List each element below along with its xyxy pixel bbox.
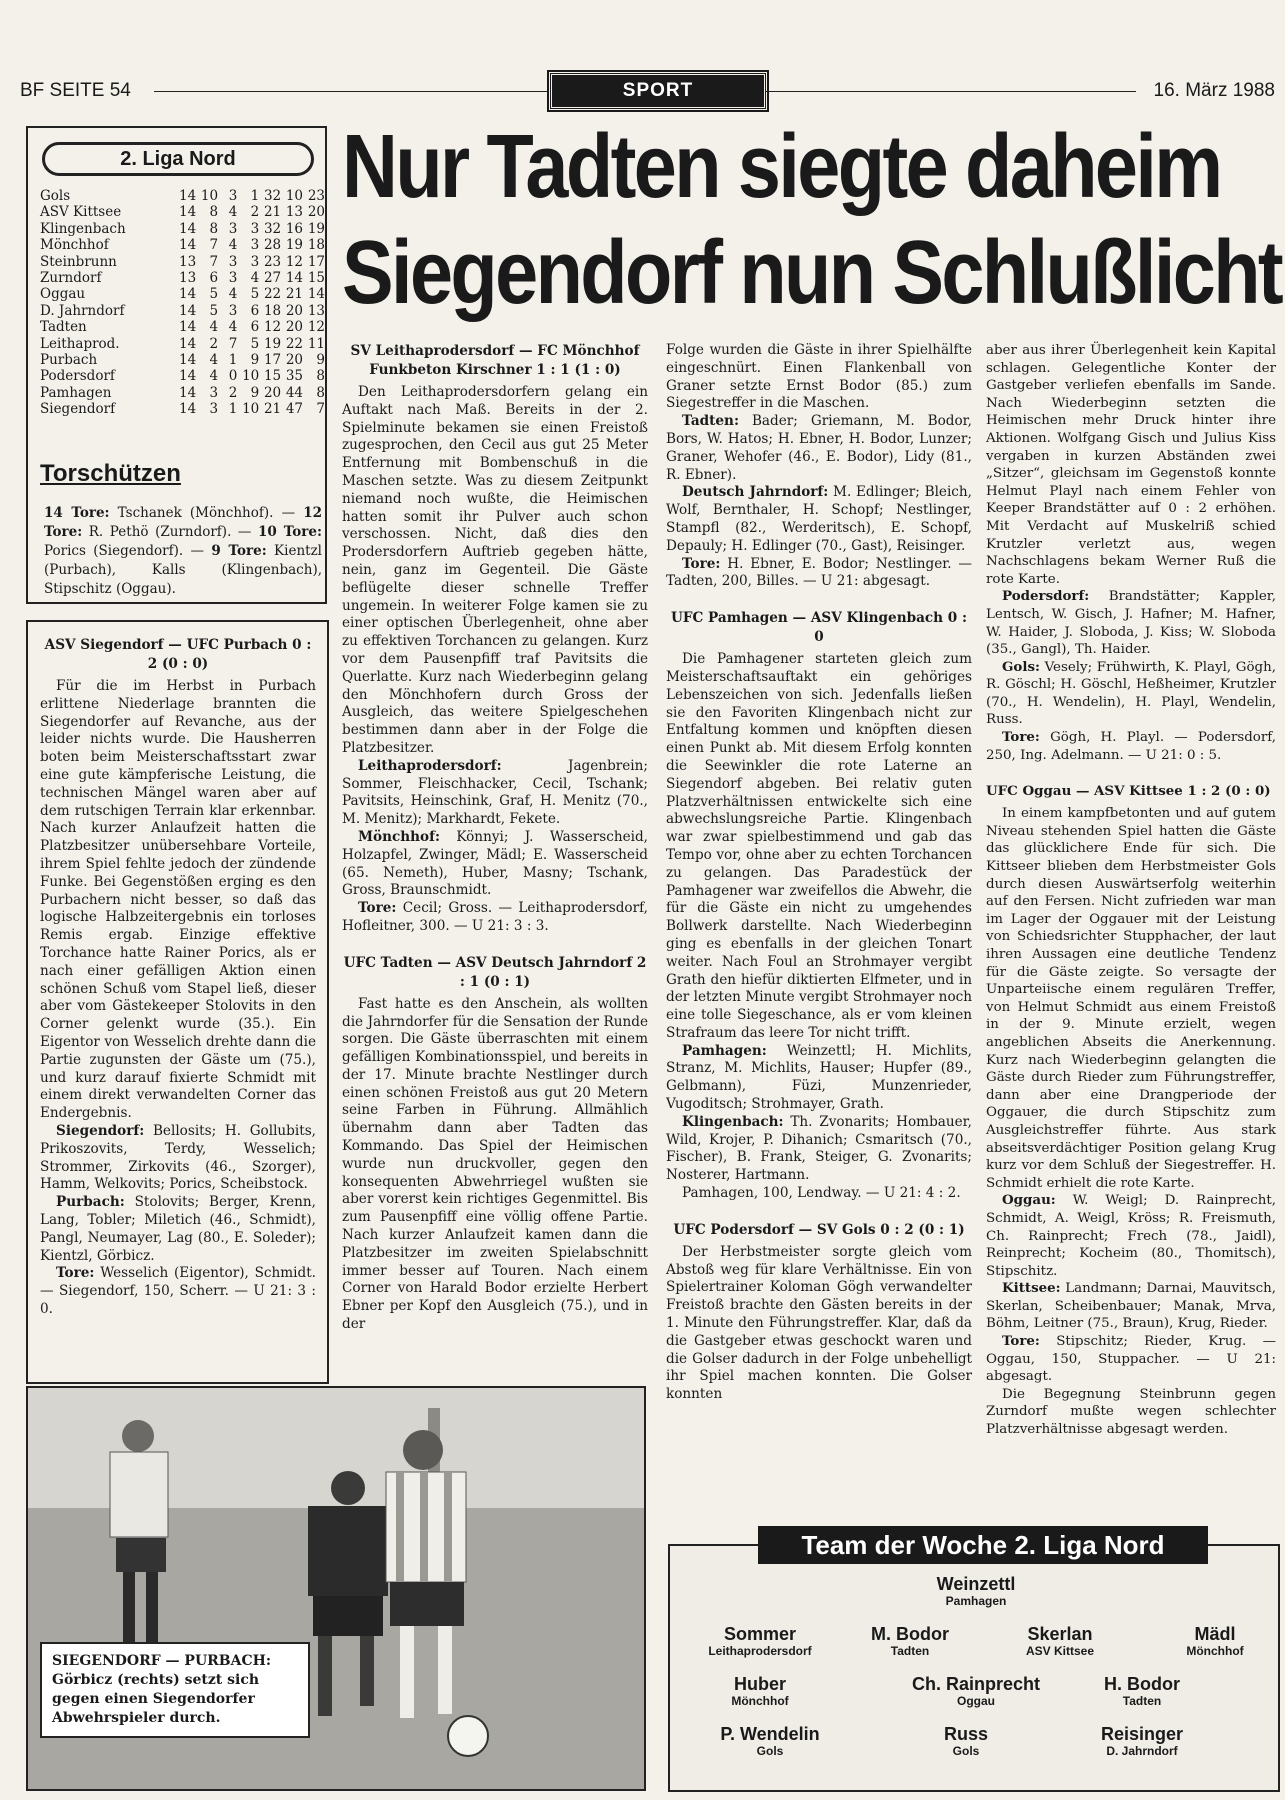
- lineup-text: Gögh, H. Playl. — Podersdorf, 250, Ing. Adelmann. — U 21: 0 : 5.: [986, 730, 1276, 763]
- stat-l: 6: [250, 302, 260, 319]
- team-player: [1160, 1624, 1270, 1658]
- stat-d: 3: [228, 188, 238, 204]
- stat-gf: 21: [263, 204, 282, 221]
- lineup-text: Weinzettl; H. Michlits, Stranz, M. Michlits, Hauser; Hupfer (89., Gelbmann), Füzi, Munzenrieder, Vugoditsch; Strohmayer, Grath.: [666, 1042, 972, 1113]
- table-row: [40, 352, 325, 368]
- stat-p: 18: [307, 237, 325, 254]
- stat-ga: 20: [285, 352, 304, 369]
- stat-l: 4: [250, 270, 260, 287]
- stat-s: 14: [179, 384, 197, 401]
- lineup-text: Pamhagen, 100, Lendway. — U 21: 4 : 2.: [682, 1185, 961, 1202]
- team-of-the-week: [668, 1530, 1280, 1792]
- stat-p: 8: [316, 384, 325, 401]
- match-report: Der Herbstmeister sorgte gleich vom Abstoß weg für klare Verhältnisse. Ein von Spielertrainer Koloman Gögh verwandelter Freistoß brachte den Gästen bereits in der 1. Minute den Führungstreffer. Klar, daß da die Gastgeber etwas geschockt waren und die Golser dadurch in der Folge unbehelligt ihr Spiel machen konnten. Die Golser konnten: [666, 1243, 972, 1403]
- stat-s: 14: [179, 286, 197, 303]
- scorers-heading: Torschützen: [40, 460, 181, 487]
- stat-d: 1: [228, 352, 238, 369]
- lineup-label: Podersdorf:: [1002, 588, 1090, 605]
- stat-l: 2: [250, 204, 260, 221]
- lineup-label: Siegendorf:: [56, 1122, 145, 1139]
- team-name: Tadten: [40, 319, 87, 336]
- lineup-label: Pamhagen:: [682, 1042, 767, 1059]
- team-player: [1082, 1674, 1202, 1708]
- stat-p: 7: [316, 401, 325, 418]
- stat-ga: 44: [285, 384, 304, 401]
- stat-ga: 35: [285, 368, 304, 385]
- scorers-label: 12 Tore:: [44, 505, 322, 540]
- lineup: [40, 1265, 316, 1318]
- team-player: [850, 1624, 970, 1658]
- stat-p: 8: [316, 368, 325, 385]
- header-rule-right: [766, 91, 1136, 92]
- player-club: Pamhagen: [945, 1594, 1007, 1608]
- player-club: Leithaprodersdorf: [708, 1644, 812, 1658]
- stat-ga: 12: [285, 253, 304, 270]
- lineup-label: Tore:: [1002, 1333, 1040, 1350]
- team-player: [700, 1674, 820, 1708]
- stat-s: 13: [179, 253, 197, 270]
- stat-l: 5: [250, 286, 260, 303]
- stat-ga: 20: [285, 302, 304, 319]
- match-heading: UFC Oggau — ASV Kittsee 1 : 2 (0 : 0): [986, 783, 1271, 800]
- team-player: [1000, 1624, 1120, 1658]
- stat-l: 9: [250, 384, 260, 401]
- lineup-text: Brandstätter; Kappler, Lentsch, W. Gisch, J. Hafner; M. Hafner, W. Haider, J. Sloboda, J. Kiss; W. Sloboda (35., Gangl), Th. Haider.: [986, 589, 1276, 658]
- scorers-label: 9 Tore:: [211, 543, 267, 559]
- match-heading: ASV Siegendorf — UFC Purbach 0 : 2 (0 : 0): [44, 637, 312, 672]
- stat-ga: 14: [285, 270, 304, 287]
- stat-gf: 27: [263, 270, 282, 287]
- match-report: Folge wurden die Gäste in ihrer Spielhälfte eingeschnürt. Einen Flankenball von Graner setzte Ernst Bodor (85.) zum Siegestreffer in die Maschen.: [666, 342, 972, 412]
- team-player: [700, 1724, 840, 1758]
- stat-ga: 10: [285, 188, 304, 204]
- column-3: [666, 342, 972, 1404]
- table-row: [40, 336, 325, 352]
- league-table: [40, 188, 325, 418]
- lineup: [986, 1192, 1276, 1280]
- lineup: [342, 758, 648, 829]
- lineup-text: W. Weigl; D. Rainprecht, Schmidt, A. Weigl, Kröss; R. Freismuth, Ch. Rainprecht; Frech (78., Jaidl), Reinprecht; Kocheim (80., Thomitsch), Stipschitz.: [986, 1193, 1276, 1279]
- stat-s: 14: [179, 319, 197, 336]
- player-club: ASV Kittsee: [1025, 1644, 1095, 1658]
- team-player: [680, 1624, 840, 1658]
- stat-w: 8: [209, 204, 219, 221]
- lineup-label: Gols:: [1002, 658, 1040, 675]
- stat-s: 14: [179, 302, 197, 319]
- stat-w: 4: [209, 368, 219, 385]
- stat-d: 4: [228, 319, 238, 336]
- column-4: [986, 342, 1276, 1439]
- stat-p: 20: [307, 204, 325, 221]
- match-heading: SV Leithaprodersdorf — FC Mönchhof Funkbeton Kirschner 1 : 1 (1 : 0): [350, 343, 640, 378]
- stat-ga: 22: [285, 335, 304, 352]
- player-club: Gols: [952, 1744, 980, 1758]
- stat-w: 3: [209, 401, 219, 418]
- lineup-text: Wesselich (Eigentor), Schmidt. — Siegendorf, 150, Scherr. — U 21: 3 : 0.: [40, 1265, 316, 1317]
- lineup-text: Th. Zvonarits; Hombauer, Wild, Krojer, P. Dihanich; Csmaritsch (70., Fischer), B. Frank, Steiger, G. Zvonarits; Nosterer, Hartmann.: [666, 1113, 972, 1184]
- scorers-text: Kientzl (Purbach), Kalls (Klingenbach), Stipschitz (Oggau).: [44, 543, 323, 597]
- lineup-label: Tore:: [358, 900, 397, 917]
- team-name: D. Jahrndorf: [40, 302, 125, 319]
- lineup-text: Jagenbrein; Sommer, Fleischhacker, Cecil, Tschank; Pavitsits, Heinschink, Graf, H. Menitz (70., M. Menitz); Markhardt, Fekete.: [342, 757, 648, 828]
- lineup: [986, 588, 1276, 658]
- stat-d: 4: [228, 286, 238, 303]
- lineup-text: Bader; Griemann, M. Bodor, Bors, W. Hatos; H. Ebner, H. Bodor, Lunzer; Graner, Wehofer (46., E. Bodor), Lidy (81., R. Ebner).: [666, 413, 972, 483]
- table-row: [40, 270, 325, 286]
- lineup: [342, 900, 648, 936]
- lineup-label: Leithaprodersdorf:: [358, 757, 502, 774]
- player-name: P. Wendelin: [720, 1724, 820, 1744]
- spacer: [986, 764, 1276, 782]
- lineup: [666, 413, 972, 484]
- column-1: [40, 636, 316, 1319]
- headline-line-2: Siegendorf nun Schlußlicht: [342, 223, 1282, 323]
- lineup: [666, 1185, 972, 1203]
- lineup: [986, 659, 1276, 729]
- team-name: Podersdorf: [40, 368, 115, 385]
- stat-p: 13: [307, 302, 325, 319]
- lineup-text: Landmann; Darnai, Mauvitsch, Skerlan, Scheibenbauer; Manak, Mrva, Böhm, Leitner (75., Braun), Krug, Rieder.: [986, 1281, 1276, 1332]
- scorers-label: 14 Tore:: [44, 505, 110, 521]
- table-row: [40, 254, 325, 270]
- scorers-text: Tschanek (Mönchhof). —: [109, 505, 304, 521]
- stat-p: 17: [307, 253, 325, 270]
- match-heading: UFC Pamhagen — ASV Klingenbach 0 : 0: [670, 610, 968, 646]
- stat-l: 3: [250, 220, 260, 237]
- stat-s: 14: [179, 220, 197, 237]
- stat-w: 7: [209, 237, 219, 254]
- player-name: Reisinger: [1100, 1724, 1184, 1744]
- table-row: [40, 385, 325, 401]
- player-club: Mönchhof: [1186, 1644, 1244, 1658]
- league-table-box: [26, 126, 327, 604]
- player-name: Sommer: [723, 1624, 797, 1644]
- player-club: Mönchhof: [731, 1694, 789, 1708]
- lineup-text: H. Ebner, E. Bodor; Nestlinger. — Tadten, 200, Billes. — U 21: abgesagt.: [666, 555, 972, 590]
- team-name: Zurndorf: [40, 270, 102, 287]
- team-player: [1082, 1724, 1202, 1758]
- scorers-list: [44, 504, 322, 599]
- football: [448, 1716, 488, 1756]
- lineup-text: Stolovits; Berger, Krenn, Lang, Tobler; Miletich (46., Schmidt), Pangl, Neumayer, Lag (80., E. Soleder); Kientzl, Görbicz.: [40, 1194, 316, 1264]
- stat-p: 12: [307, 319, 325, 336]
- lineup: [666, 556, 972, 592]
- stat-d: 0: [228, 368, 238, 385]
- stat-d: 3: [228, 270, 238, 287]
- stat-s: 14: [179, 188, 197, 204]
- match-report: Den Leithaprodersdorfern gelang ein Auftakt nach Maß. Bereits in der 2. Spielminute bekamen sie einen Freistoß zugesprochen, den Cecil aus gut 25 Meter Entfernung mit Bombenschuß in die Maschen setzte. Was zu diesem Zeitpunkt niemand noch wußte, die Heimischen hatten somit ihr Pulver auch schon verschossen. Nicht, daß dies den Prodersdorfern Auftrieb gegeben hätte, nein, ganz im Gegenteil. Die Gäste beflügelte dieser schnelle Treffer ungemein. In weiterer Folge kamen sie zu einer optischen Überlegenheit, ohne aber zu effektiven Torchancen zu gelangen. Kurz vor dem Pausenpfiff traf Pavitsits die Querlatte. Kurz nach Wiederbeginn gelang den Mönchhofern durch Gross der Ausgleich, das weitere Spielgeschehen bestimmen dann aber in der Folge die Platzbesitzer.: [342, 384, 648, 756]
- stat-w: 4: [209, 319, 219, 336]
- lineup-label: Tadten:: [682, 413, 739, 430]
- stat-s: 14: [179, 401, 197, 418]
- stat-w: 4: [209, 352, 219, 369]
- section-label: SPORT: [549, 72, 767, 110]
- stat-s: 14: [179, 204, 197, 221]
- caption-title: SIEGENDORF — PURBACH:: [52, 1653, 272, 1669]
- player-club: Tadten: [1122, 1694, 1162, 1708]
- match-heading: UFC Tadten — ASV Deutsch Jahrndorf 2 : 1 (0 : 1): [343, 954, 647, 990]
- stat-ga: 13: [285, 204, 304, 221]
- player-club: Gols: [756, 1744, 784, 1758]
- match-report: Fast hatte es den Anschein, als wollten die Jahrndorfer für die Sensation der Runde sorgen. Die Gäste überraschten mit einem gefälligen Kombinationsspiel, und bereits in der 17. Minute brachte Nestlinger durch einen schönen Freistoß aus gut 20 Metern seine Farben in Führung. Allmählich übernahm dann aber Tadten das Kommando. Das Spiel der Heimischen wurde nun druckvoller, gegen den konsequenten Abwehrriegel wußten sie aber vorerst kein richtiges Gegenmittel. Bis zum Pausenpfiff eine völlig offene Partie. Nach kurzer Anlaufzeit kamen dann die Platzbesitzer im zweiten Spielabschnitt immer besser auf Touren. Nach einem Corner von Harald Bodor erzielte Herbert Ebner per Kopf den Ausgleich (75.), und in der: [342, 995, 648, 1333]
- stat-gf: 22: [263, 286, 282, 303]
- stat-ga: 47: [285, 401, 304, 418]
- stat-w: 3: [209, 384, 219, 401]
- lineup: [986, 1280, 1276, 1333]
- header-rule-left: [154, 91, 549, 92]
- stat-p: 19: [307, 220, 325, 237]
- stat-gf: 12: [263, 319, 282, 336]
- stat-d: 3: [228, 253, 238, 270]
- match-heading: UFC Podersdorf — SV Gols 0 : 2 (0 : 1): [673, 1221, 965, 1238]
- stat-p: 9: [316, 352, 325, 369]
- stat-s: 14: [179, 237, 197, 254]
- issue-date: 16. März 1988: [1153, 80, 1275, 101]
- match-report: Für die im Herbst in Purbach erlittene Niederlage brannten die Siegendorfer auf Revanche, aus der leider nichts wurde. Die Hausherren boten beim Meisterschaftsstart zwar eine gute kämpferische Leistung, die technischen Mängel waren aber auf dem rutschigen Terrain klar erkennbar. Nach kurzer Anlaufzeit hatten die Platzbesitzer unübersehbare Vorteile, ihrem Spiel fehlte jedoch der zündende Funke. Bei Gegenstößen erging es den Purbachern nicht besser, so daß das logische Halbzeitergebnis ein torloses Remis ergab. Einzige effektive Torchance hatte Rainer Porics, als er nach einer gefälligen Aktion einen schönen Schuß vom Stapel ließ, dieser aber vom Gästekeeper Stolovits in den Corner gelenkt wurde (35.). Ein Eigentor von Wesselich drehte dann die Partie zugunsten der Gäste um (75.), und kurz darauf fixierte Schmidt mit einem direkt verwandelten Corner das Endergebnis.: [40, 678, 316, 1122]
- stat-gf: 19: [263, 335, 282, 352]
- lineup-text: Könnyi; J. Wasserscheid, Holzapfel, Zwinger, Mädl; E. Wasserscheid (65. Nemeth), Huber, Masny; Tschank, Gross, Braunschmidt.: [342, 828, 648, 899]
- spacer: [342, 936, 648, 954]
- player-name: Russ: [943, 1724, 988, 1744]
- player-club: D. Jahrndorf: [1106, 1744, 1178, 1758]
- team-name: Pamhagen: [40, 384, 112, 401]
- stat-gf: 28: [263, 237, 282, 254]
- headline-line-1: Nur Tadten siegte daheim: [342, 117, 1221, 217]
- team-name: ASV Kittsee: [40, 204, 122, 221]
- stat-ga: 19: [285, 237, 304, 254]
- lineup: [666, 484, 972, 555]
- lineup: [986, 1333, 1276, 1386]
- table-row: [40, 204, 325, 220]
- stat-s: 14: [179, 352, 197, 369]
- lineup: [986, 729, 1276, 764]
- team-name: Leithaprod.: [40, 335, 120, 352]
- table-row: [40, 401, 325, 417]
- player-name: H. Bodor: [1104, 1674, 1180, 1694]
- lineup-text: M. Edlinger; Bleich, Wolf, Bernthaler, H. Schopf; Nestlinger, Stampfl (82., Werderitsch), E. Schopf, Depauly; H. Edlinger (70., Gast), Reisinger.: [666, 484, 972, 554]
- team-of-the-week-title: Team der Woche 2. Liga Nord: [758, 1526, 1208, 1564]
- stat-p: 14: [307, 286, 325, 303]
- lineup: [666, 1114, 972, 1185]
- stat-p: 15: [307, 270, 325, 287]
- player-name: Weinzettl: [936, 1574, 1016, 1594]
- scorers-text: R. Pethö (Zurndorf). —: [82, 524, 259, 540]
- notice: Die Begegnung Steinbrunn gegen Zurndorf mußte wegen schlechter Platzverhältnisse abgesagt werden.: [986, 1386, 1276, 1438]
- lineup: [40, 1194, 316, 1265]
- team-name: Siegendorf: [40, 401, 116, 418]
- stat-d: 7: [228, 335, 238, 352]
- lineup-label: Mönchhof:: [358, 828, 440, 845]
- lineup-text: Cecil; Gross. — Leithaprodersdorf, Hofleitner, 300. — U 21: 3 : 3.: [342, 900, 648, 934]
- spacer: [666, 1203, 972, 1221]
- lineup-text: Bellosits; H. Gollubits, Prikoszovits, Terdy, Wesselich; Strommer, Zirkovits (46., Szorger), Hamm, Welkovits; Porics, Scheibstock.: [40, 1122, 316, 1193]
- stat-l: 10: [242, 401, 260, 418]
- stat-w: 5: [209, 286, 219, 303]
- match-report: aber aus ihrer Überlegenheit kein Kapital schlagen. Gelegentliche Konter der Gastgeber verliefen ebenfalls im Sande. Nach Wiederbeginn setzten die Heimischen mehr Druck hinter ihre Aktionen. Wolfgang Gisch und Julius Kiss vergaben in kurzen Abständen zwei „Sitzer“, gleichsam im Gegenstoß konnte Helmut Playl nach einem Fehler von Keeper Brandstätter auf 0 : 2 erhöhen. Mit Verdacht auf Muskelriß schied Krutzler verletzt aus, wegen Nachschlagens bekam Werner Ruß die rote Karte.: [986, 343, 1276, 587]
- caption-text: Görbicz (rechts) setzt sich gegen einen Siegendorfer Abwehrspieler durch.: [52, 1672, 260, 1726]
- team-name: Steinbrunn: [40, 253, 117, 270]
- league-table-title: 2. Liga Nord: [42, 142, 314, 176]
- stat-d: 4: [228, 204, 238, 221]
- spacer: [666, 591, 972, 609]
- table-row: [40, 303, 325, 319]
- team-player: [906, 1574, 1046, 1608]
- lineup-label: Kittsee:: [1002, 1280, 1061, 1297]
- player-name: Huber: [733, 1674, 786, 1694]
- lineup-label: Tore:: [56, 1265, 95, 1282]
- lineup-label: Tore:: [1002, 729, 1040, 746]
- stat-gf: 17: [263, 352, 282, 369]
- stat-s: 13: [179, 270, 197, 287]
- stat-ga: 20: [285, 319, 304, 336]
- player-name: Ch. Rainprecht: [911, 1674, 1040, 1694]
- match-photo: [26, 1386, 646, 1791]
- lineup: [342, 829, 648, 900]
- stat-w: 8: [209, 220, 219, 237]
- stat-s: 14: [179, 368, 197, 385]
- stat-d: 2: [228, 384, 238, 401]
- stat-gf: 20: [263, 384, 282, 401]
- lineup: [666, 1043, 972, 1114]
- player-club: Oggau: [957, 1694, 995, 1708]
- stat-ga: 21: [285, 286, 304, 303]
- lineup-label: Tore:: [682, 555, 721, 572]
- team-player: [906, 1724, 1026, 1758]
- stat-p: 23: [307, 188, 325, 204]
- team-player: [896, 1674, 1056, 1708]
- table-row: [40, 188, 325, 204]
- stat-l: 3: [250, 253, 260, 270]
- team-name: Oggau: [40, 286, 86, 303]
- stat-w: 6: [209, 270, 219, 287]
- stat-l: 3: [250, 237, 260, 254]
- player-name: M. Bodor: [871, 1624, 949, 1644]
- stat-p: 11: [307, 335, 325, 352]
- lineup-label: Klingenbach:: [682, 1113, 784, 1130]
- team-name: Klingenbach: [40, 220, 126, 237]
- lineup-label: Oggau:: [1002, 1192, 1056, 1209]
- stat-l: 9: [250, 352, 260, 369]
- table-row: [40, 237, 325, 253]
- stat-d: 1: [228, 401, 238, 418]
- column-2: [342, 342, 648, 1334]
- stat-w: 2: [209, 335, 219, 352]
- table-row: [40, 286, 325, 302]
- team-name: Mönchhof: [40, 237, 109, 254]
- lineup: [40, 1123, 316, 1194]
- stat-w: 5: [209, 302, 219, 319]
- stat-ga: 16: [285, 220, 304, 237]
- stat-gf: 23: [263, 253, 282, 270]
- scorers-text: Porics (Siegendorf). —: [44, 543, 212, 559]
- match-report: Die Pamhagener starteten gleich zum Meisterschaftsauftakt ein gehöriges Lebenszeichen von sich. Jedenfalls ließen sie den Favoriten Klingenbach nicht zur Entfaltung kommen und knöpften diesen einen Punkt ab. Mit diesem Erfolg konnten die Seewinkler die rote Laterne an Siegendorf abgeben. Bei relativ guten Platzverhältnissen entwickelte sich eine abwechslungsreiche Partie. Klingenbach war zwar spielbestimmend und gab das Tempo vor, ohne aber zu echten Torchancen zu gelangen. Das Paradestück der Pamhagener war zweifellos die Abwehr, die für die Gäste ein nicht zu umgehendes Bollwerk darstellte. Nach Wiederbeginn ging es ebenfalls in der gleichen Tonart weiter. Nach Foul an Strohmayer vergibt Grath den hiefür diktierten Elfmeter, und in der letzten Minute vergibt Strohmayer noch eine tolle Siegeschance, als er vom kleinen Strafraum das leere Tor nicht trifft.: [666, 651, 972, 1041]
- stat-l: 5: [250, 335, 260, 352]
- player-club: Tadten: [890, 1644, 930, 1658]
- team-name: Purbach: [40, 352, 98, 369]
- stat-d: 3: [228, 220, 238, 237]
- stat-l: 10: [242, 368, 260, 385]
- lineup-label: Deutsch Jahrndorf:: [682, 484, 829, 501]
- stat-l: 6: [250, 319, 260, 336]
- player-name: Mädl: [1194, 1624, 1236, 1644]
- lineup-text: Vesely; Frühwirth, K. Playl, Gögh, R. Göschl; H. Göschl, Heßheimer, Krutzler (70., H. Wendelin), H. Playl, Wendelin, Russ.: [986, 659, 1276, 728]
- stat-d: 4: [228, 237, 238, 254]
- team-name: Gols: [40, 188, 71, 204]
- table-row: [40, 368, 325, 384]
- stat-gf: 32: [263, 220, 282, 237]
- stat-gf: 15: [263, 368, 282, 385]
- table-row: [40, 319, 325, 335]
- stat-d: 3: [228, 302, 238, 319]
- stat-s: 14: [179, 335, 197, 352]
- table-row: [40, 221, 325, 237]
- stat-w: 7: [209, 253, 219, 270]
- player-name: Skerlan: [1027, 1624, 1093, 1644]
- match-report: In einem kampfbetonten und auf gutem Niveau stehenden Spiel hatten die Gäste das glücklichere Ende für sich. Die Kittseer blieben dem Herbstmeister Gols durch diesen Auswärtserfolg weiterhin auf den Fersen. Nicht zufrieden war man im Lager der Oggauer mit der Leistung von Schiedsrichter Stupphacher, der laut ihren Aussagen eine deutliche Tendenz für die Gäste zeigte. So versagte der Unparteiische einem regulären Treffer, von Helmut Schmidt aus einem Freistoß in der 9. Minute erzielt, wegen angeblichen Abseits die Anerkennung. Kurz nach Wiederbeginn gelangten die Gäste durch Rieder zum Führungstreffer, dann aber eine Drangperiode der Oggauer, die durch Stipschitz zum Ausgleichstreffer führte. Aus stark abseitsverdächtiger Position gelang Krug kurz vor dem Schluß der Siegestreffer. H. Schmidt erhielt die rote Karte.: [986, 806, 1276, 1191]
- lineup-text: Stipschitz; Rieder, Krug. — Oggau, 150, Stuppacher. — U 21: abgesagt.: [986, 1334, 1276, 1385]
- page-header: [0, 72, 1285, 112]
- scorers-label: 10 Tore:: [258, 524, 322, 540]
- stat-gf: 18: [263, 302, 282, 319]
- stat-gf: 21: [263, 401, 282, 418]
- stat-l: 1: [250, 188, 260, 204]
- stat-w: 10: [200, 188, 219, 204]
- photo-caption: [40, 1642, 310, 1738]
- page-number: BF SEITE 54: [20, 80, 131, 101]
- stat-gf: 32: [263, 188, 282, 204]
- lineup-label: Purbach:: [56, 1194, 125, 1211]
